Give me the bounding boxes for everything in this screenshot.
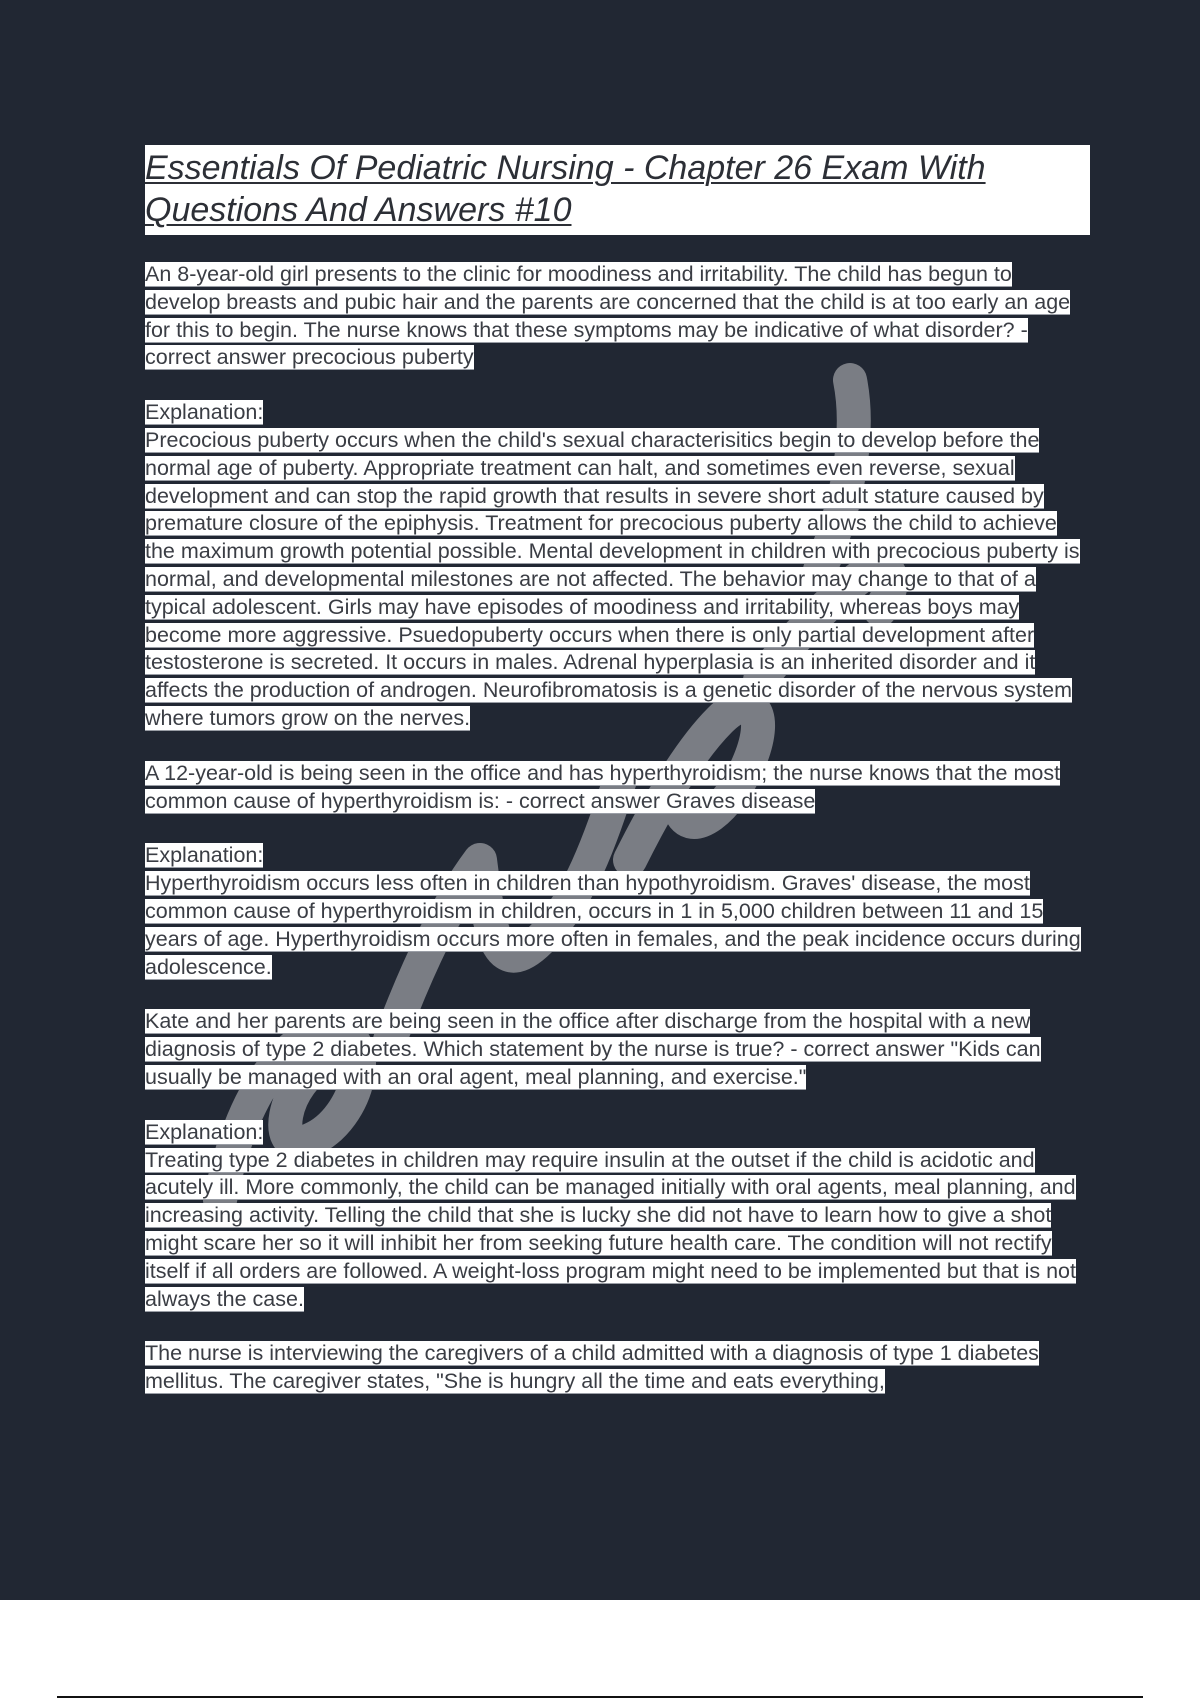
document-content [145,145,1090,1423]
explanation-2-label [145,842,1090,870]
explanation-3-label [145,1119,1090,1147]
explanation-1-label [145,399,1090,427]
document-title: Essentials Of Pediatric Nursing - Chapter 26 Exam With Questions And Answers #10 [145,149,986,229]
question-1 [145,261,1090,372]
explanation-2-label-text: Explanation: [145,843,264,868]
explanation-1 [145,427,1090,733]
question-1-text: An 8-year-old girl presents to the clinic for moodiness and irritability. The child has begun to develop breasts and pubic hair and the parents are concerned that the child is at too early an age for this to begin. The nurse knows that these symptoms may be indicative of what disorder? - correct answer precocious puberty [145,262,1071,370]
question-2 [145,760,1090,816]
footer-divider [57,1696,1143,1698]
explanation-2-text: Hyperthyroidism occurs less often in children than hypothyroidism. Graves' disease, the most common cause of hyperthyroidism in children, occurs in 1 in 5,000 children between 11 and 15 years of age. Hyperthyroidism occurs more often in females, and the peak incidence occurs during adolescence. [145,871,1081,979]
explanation-2 [145,870,1090,981]
question-3-text: Kate and her parents are being seen in the office after discharge from the hospital with a new diagnosis of type 2 diabetes. Which statement by the nurse is true? - correct answer "Kids can usually be managed with an oral agent, meal planning, and exercise." [145,1009,1041,1089]
question-4-text: The nurse is interviewing the caregivers of a child admitted with a diagnosis of type 1 diabetes mellitus. The caregiver states, "She is hungry all the time and eats everything, [145,1341,1039,1394]
question-2-text: A 12-year-old is being seen in the office and has hyperthyroidism; the nurse knows that the most common cause of hyperthyroidism is: - correct answer Graves disease [145,760,1061,813]
question-4 [145,1340,1090,1396]
explanation-3-text: Treating type 2 diabetes in children may require insulin at the outset if the child is acidotic and acutely ill. More commonly, the child can be managed initially with oral agents, meal planning, and increasing activity. Telling the child that she is lucky she did not have to learn how to give a shot might scare her so it will inhibit her from seeking future health care. The condition will not rectify itself if all orders are followed. A weight-loss program might need to be implemented but that is not always the case. [145,1147,1076,1311]
title-box [145,145,1090,235]
explanation-3-label-text: Explanation: [145,1119,264,1144]
question-3 [145,1008,1090,1091]
explanation-3 [145,1147,1090,1314]
explanation-1-label-text: Explanation: [145,400,264,425]
explanation-1-text: Precocious puberty occurs when the child's sexual characterisitics begin to develop before the normal age of puberty. Appropriate treatment can halt, and sometimes even reverse, sexual development and can stop the rapid growth that results in severe short adult stature caused by premature closure of the epiphysis. Treatment for precocious puberty allows the child to achieve the maximum growth potential possible. Mental development in children with precocious puberty is normal, and developmental milestones are not affected. The behavior may change to that of a typical adolescent. Girls may have episodes of moodiness and irritability, whereas boys may become more aggressive. Psuedopuberty occurs when there is only partial development after testosterone is secreted. It occurs in males. Adrenal hyperplasia is an inherited disorder and it affects the production of androgen. Neurofibromatosis is a genetic disorder of the nervous system where tumors grow on the nerves. [145,427,1080,730]
